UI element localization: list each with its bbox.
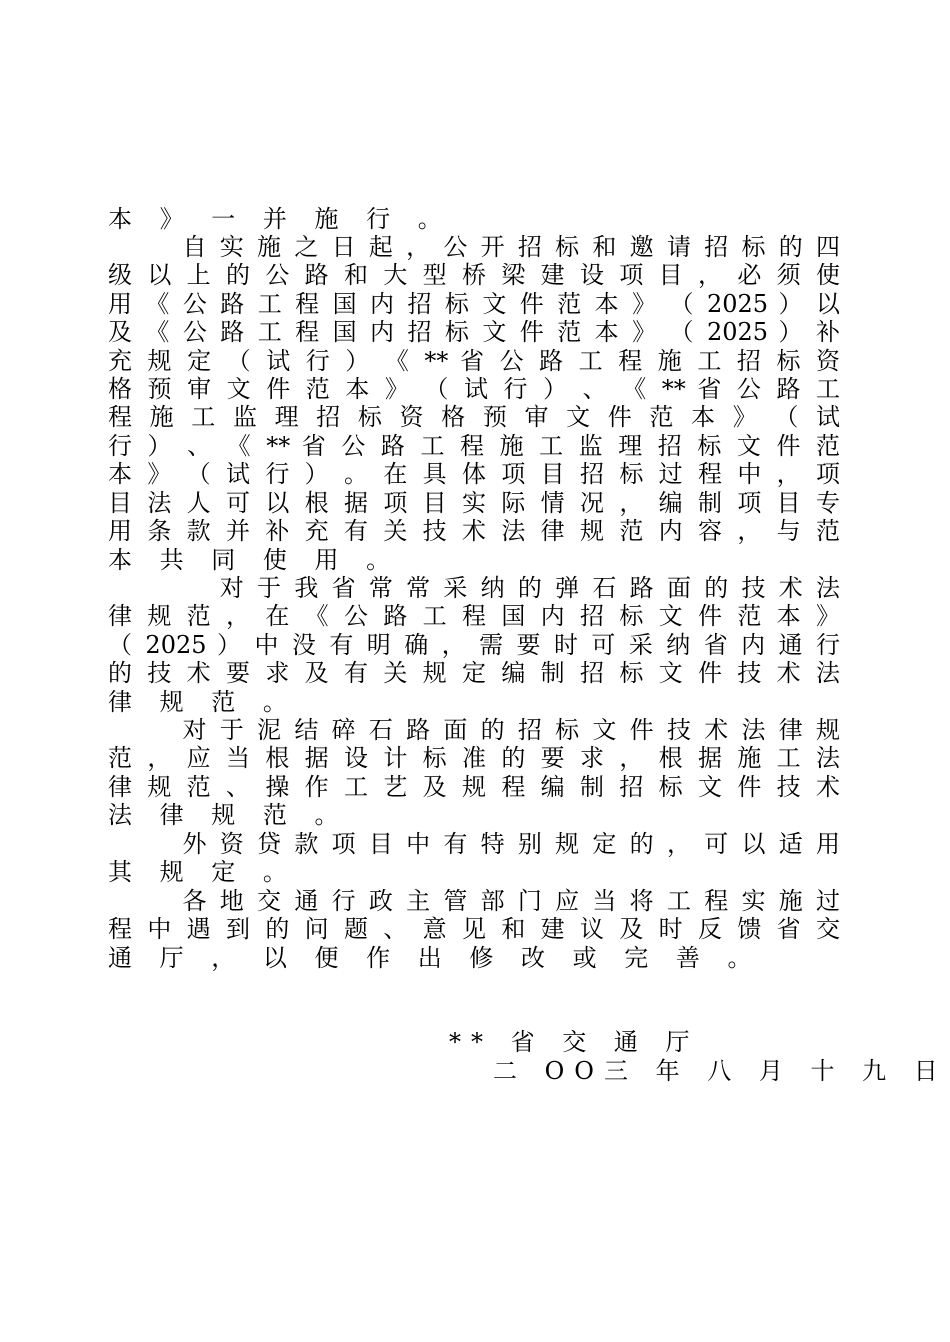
paragraph-line: 通 厅 ， 以 便 作 出 修 改 或 完 善 。	[108, 944, 762, 972]
paragraph-line: 自 实 施 之 日 起 ， 公 开 招 标 和 邀 请 招 标 的 四	[108, 233, 840, 261]
paragraph-line: 充 规 定 （ 试 行 ） 《 ** 省 公 路 工 程 施 工 招 标 资	[108, 347, 840, 375]
paragraph-line: 本 共 同 使 用 。	[108, 546, 401, 574]
paragraph-line: 程 中 遇 到 的 问 题 、 意 见 和 建 议 及 时 反 馈 省 交	[108, 915, 840, 943]
paragraph-line: 对 于 泥 结 碎 石 路 面 的 招 标 文 件 技 术 法 律 规	[108, 716, 840, 744]
paragraph-line: 律 规 范 、 操 作 工 艺 及 规 程 编 制 招 标 文 件 技 术	[108, 773, 840, 801]
signature-issuer: ** 省 交 通 厅	[449, 1028, 700, 1056]
paragraph-line: 本 》 （ 试 行 ） 。 在 具 体 项 目 招 标 过 程 中 ， 项	[108, 460, 840, 488]
paragraph-line: 及 《 公 路 工 程 国 内 招 标 文 件 范 本 》 （ 2025 ） 补	[108, 318, 840, 346]
signature-date: 二 OO三 年 八 月 十 九 日	[493, 1057, 948, 1085]
paragraph-line: 的 技 术 要 求 及 有 关 规 定 编 制 招 标 文 件 技 术 法	[108, 659, 840, 687]
paragraph-line: 行 ） 、 《 ** 省 公 路 工 程 施 工 监 理 招 标 文 件 范	[108, 432, 840, 460]
paragraph-line: 律 规 范 ， 在 《 公 路 工 程 国 内 招 标 文 件 范 本 》	[108, 602, 840, 630]
paragraph-line: 级 以 上 的 公 路 和 大 型 桥 梁 建 设 项 目 ， 必 须 使	[108, 261, 840, 289]
paragraph-line: （ 2025 ） 中 没 有 明 确 ， 需 要 时 可 采 纳 省 内 通 行	[108, 631, 840, 659]
paragraph-line: 目 法 人 可 以 根 据 项 目 实 际 情 况 ， 编 制 项 目 专	[108, 489, 840, 517]
paragraph-line: 各 地 交 通 行 政 主 管 部 门 应 当 将 工 程 实 施 过	[108, 887, 840, 915]
paragraph-line: 外 资 贷 款 项 目 中 有 特 别 规 定 的 ， 可 以 适 用	[108, 830, 840, 858]
paragraph-line: 其 规 定 。	[108, 858, 297, 886]
paragraph-line: 范 ， 应 当 根 据 设 计 标 准 的 要 求 ， 根 据 施 工 法	[108, 744, 840, 772]
paragraph-line: 用 《 公 路 工 程 国 内 招 标 文 件 范 本 》 （ 2025 ） 以	[108, 290, 840, 318]
paragraph-line: 程 施 工 监 理 招 标 资 格 预 审 文 件 范 本 》 （ 试	[108, 403, 840, 431]
paragraph-line: 律 规 范 。	[108, 688, 297, 716]
paragraph-line: 本 》 一 并 施 行 。	[108, 205, 452, 233]
paragraph-line: 格 预 审 文 件 范 本 》 （ 试 行 ） 、 《 ** 省 公 路 工	[108, 375, 840, 403]
paragraph-line: 对 于 我 省 常 常 采 纳 的 弹 石 路 面 的 技 术 法	[108, 574, 840, 602]
paragraph-line: 用 条 款 并 补 充 有 关 技 术 法 律 规 范 内 容 ， 与 范	[108, 517, 840, 545]
paragraph-line: 法 律 规 范 。	[108, 801, 349, 829]
